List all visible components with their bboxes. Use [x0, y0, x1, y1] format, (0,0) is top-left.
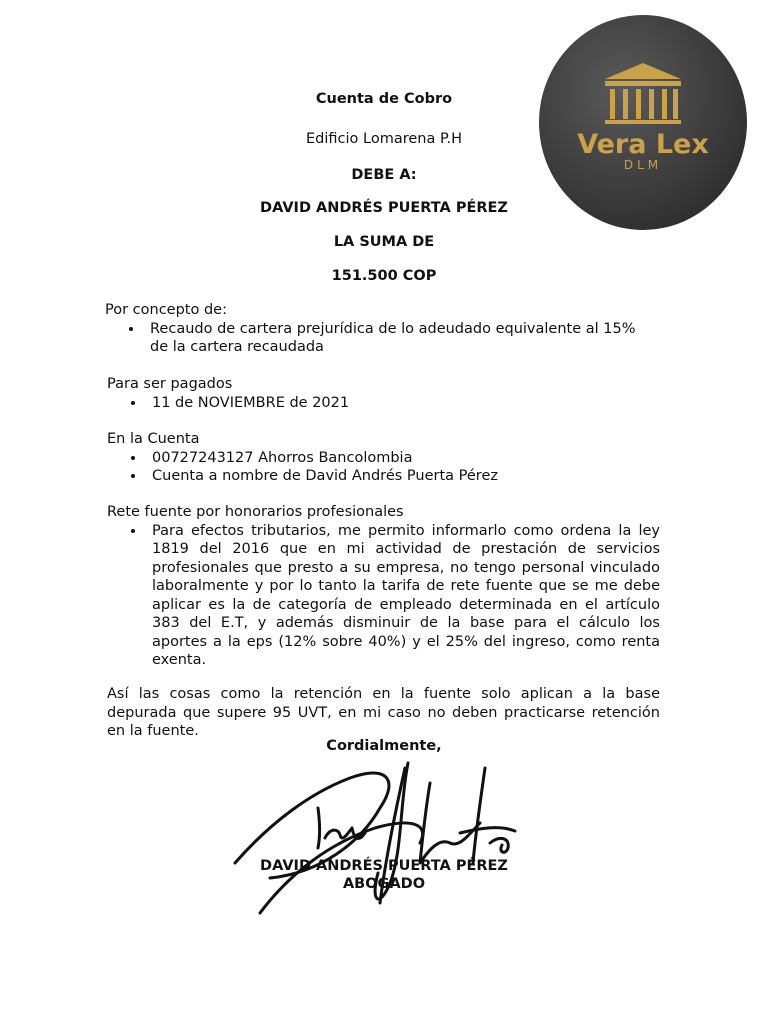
rete-section: [107, 503, 660, 670]
signer-title: ABOGADO: [342, 876, 426, 892]
debe-a-label: DEBE A:: [351, 167, 417, 183]
la-suma-label: LA SUMA DE: [333, 234, 435, 250]
signer-name: DAVID ANDRÉS PUERTA PÉREZ: [260, 858, 508, 874]
vera-lex-logo: [539, 15, 747, 230]
logo-brand-text: Vera Lex: [577, 129, 709, 160]
list-item: Cuenta a nombre de David Andrés Puerta Pérez: [152, 467, 660, 486]
cuenta-list: [107, 449, 660, 486]
list-item: 11 de NOVIEMBRE de 2021: [152, 394, 660, 413]
debtor-name: DAVID ANDRÉS PUERTA PÉREZ: [260, 200, 508, 216]
list-item: 00727243127 Ahorros Bancolombia: [152, 449, 660, 468]
handwritten-signature: [230, 753, 552, 921]
rete-list: [107, 522, 660, 670]
concepto-label: Por concepto de:: [105, 302, 227, 318]
list-item: Recaudo de cartera prejurídica de lo adeudado equivalente al 15% de la cartera recaudada: [150, 320, 658, 357]
list-item: Para efectos tributarios, me permito informarlo como ordena la ley 1819 del 2016 que en mi actividad de prestación de servicios profesionales que presto a su empresa, no tengo personal vinculado laboralmente y por lo tanto la tarifa de rete fuente que se me debe aplicar es la de categoría de empleado determinada en el artículo 383 del E.T, y además disminuir de la base para el cálculo los aportes a la eps (12% sobre 40%) y el 25% del ingreso, como renta exenta.: [152, 522, 660, 668]
amount: 151.500 COP: [331, 268, 437, 284]
closing-paragraph: Así las cosas como la retención en la fuente solo aplican a la base depurada que supere 95 UVT, en mi caso no deben practicarse retención en la fuente.: [107, 686, 660, 739]
concepto-list: [105, 320, 658, 357]
building-name: Edificio Lomarena P.H: [306, 131, 462, 147]
pago-section: [107, 375, 660, 412]
pago-label: Para ser pagados: [107, 376, 233, 392]
cordialmente: Cordialmente,: [326, 738, 442, 754]
concepto-section: [105, 301, 658, 357]
logo-sub-text: DLM: [623, 158, 663, 172]
cuenta-section: [107, 430, 660, 486]
document-title: Cuenta de Cobro: [315, 91, 453, 107]
cuenta-label: En la Cuenta: [107, 431, 200, 447]
pago-list: [107, 394, 660, 413]
rete-label: Rete fuente por honorarios profesionales: [107, 504, 404, 520]
